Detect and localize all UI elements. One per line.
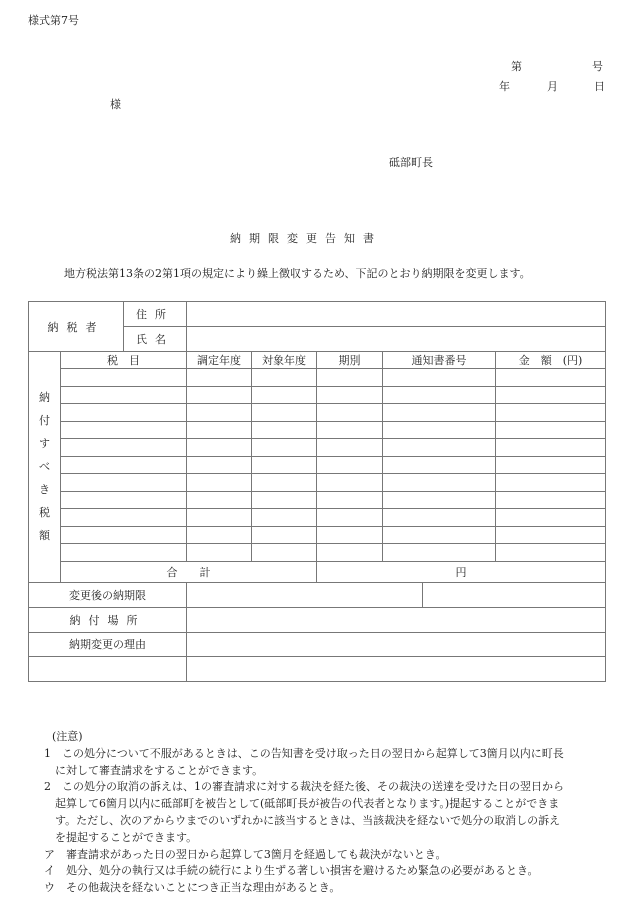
reason-field-2 — [187, 656, 606, 681]
payment-place-label: 納付場所 — [29, 607, 187, 632]
new-deadline-field — [187, 582, 423, 607]
tax-row — [29, 491, 606, 509]
notes-section — [44, 729, 614, 897]
tax-row — [29, 404, 606, 422]
note-2-line-1: 2 この処分の取消の訴えは、1の審査請求に対する裁決を経た後、その裁決の送達を受けた日の翌日から — [44, 780, 564, 794]
taxpayer-label: 納税者 — [29, 302, 124, 352]
note-1-line-2: に対して審査請求をすることができます。 — [55, 763, 264, 777]
note-2-line-3: す。ただし、次のアからウまでのいずれかに該当するときは、当該裁決を経ないで処分の取消しの訴え — [55, 813, 561, 827]
date-month-label: 月 — [547, 80, 558, 93]
date-year-label: 年 — [499, 80, 510, 93]
note-u: ウ その他裁決を経ないことにつき正当な理由があるとき。 — [44, 881, 341, 895]
notice-table — [28, 301, 606, 682]
header-assessment-year: 調定年度 — [187, 352, 252, 369]
document-title: 納期限変更告知書 — [230, 232, 382, 245]
note-1-line-1: 1 この処分について不服があるときは、この告知書を受け取った日の翌日から起算して3箇月以内に町長 — [44, 746, 564, 760]
tax-row — [29, 474, 606, 492]
header-tax-item: 税 目 — [61, 352, 187, 369]
tax-row — [29, 544, 606, 562]
number-label-dai: 第 — [511, 60, 522, 73]
address-label: 住所 — [124, 302, 187, 327]
tax-side-label: 納 付 す べ き 税 額 — [29, 352, 61, 583]
header-target-year: 対象年度 — [252, 352, 317, 369]
tax-row — [29, 526, 606, 544]
address-field — [187, 302, 606, 327]
note-a: ア 審査請求があった日の翌日から起算して3箇月を経過しても裁決がないとき。 — [44, 847, 447, 861]
issuer: 砥部町長 — [389, 156, 433, 169]
header-period: 期別 — [317, 352, 383, 369]
tax-row — [29, 421, 606, 439]
notes-heading: (注意) — [52, 730, 83, 743]
date-day-label: 日 — [594, 80, 605, 93]
total-label: 合 計 — [61, 561, 317, 582]
payment-place-field — [187, 607, 606, 632]
note-2-line-4: を提起することができます。 — [55, 830, 198, 844]
note-2-line-2: 起算して6箇月以内に砥部町を被告として(砥部町長が被告の代表者となります。)提起することができま — [55, 797, 560, 811]
tax-row — [29, 509, 606, 527]
name-label: 氏名 — [124, 327, 187, 352]
form-number: 様式第7号 — [28, 14, 79, 27]
tax-row — [29, 439, 606, 457]
new-deadline-label: 変更後の納期限 — [29, 582, 187, 607]
note-i: イ 処分、処分の執行又は手続の続行により生ずる著しい損害を避けるため緊急の必要があるとき。 — [44, 864, 539, 878]
header-amount: 金 額 (円) — [496, 352, 606, 369]
tax-row — [29, 369, 606, 387]
reason-label-blank — [29, 656, 187, 681]
header-notice-number: 通知書番号 — [383, 352, 496, 369]
reason-field — [187, 632, 606, 656]
name-field — [187, 327, 606, 352]
total-amount: 円 — [317, 561, 606, 582]
new-deadline-extra — [423, 582, 606, 607]
number-label-go: 号 — [592, 60, 603, 73]
reason-label: 納期変更の理由 — [29, 632, 187, 656]
intro-text: 地方税法第13条の2第1項の規定により繰上徴収するため、下記のとおり納期限を変更します。 — [64, 267, 531, 280]
tax-row — [29, 386, 606, 404]
addressee-suffix: 様 — [110, 98, 121, 111]
tax-row — [29, 456, 606, 474]
